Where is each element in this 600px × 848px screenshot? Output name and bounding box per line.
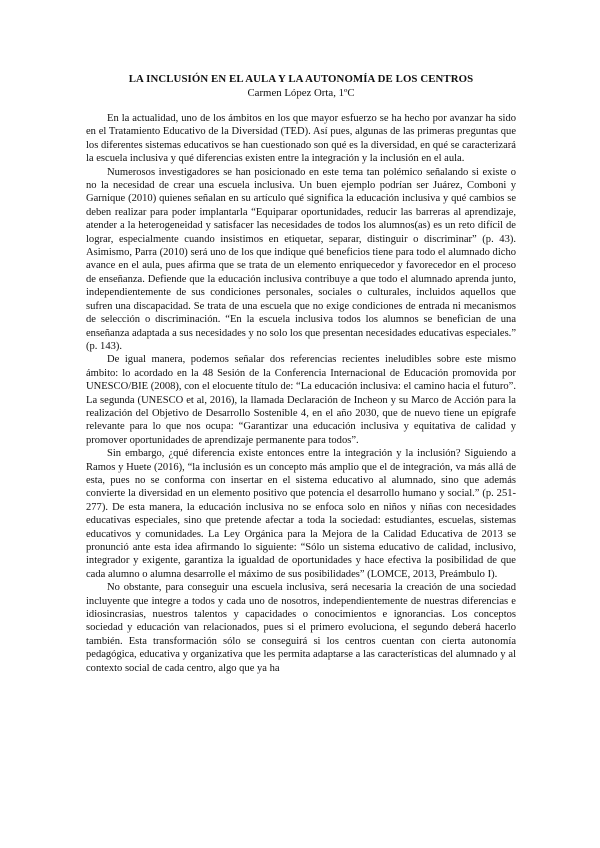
paragraph-4: Sin embargo, ¿qué diferencia existe entonces entre la integración y la inclusión? Siguiendo a Ramos y Huete (2016), “la inclusión es un concepto más amplio que el de integración, va más allá de esta, pues no se conforma con insertar en el sistema educativo al alumnado, sino que además convierte la diversidad en un elemento positivo que potencia el desarrollo humano y social.” (p. 251-277). De esta manera, la educación inclusiva no se enfoca solo en niños y niñas con necesidades educativas especiales, sino que pretende afectar a toda la sociedad: estudiantes, escuelas, sistemas educativos y comunidades. La Ley Orgánica para la Mejora de la Calidad Educativa de 2013 se pronunció ante esta idea afirmando lo siguiente: “Sólo un sistema educativo de calidad, inclusivo, integrador y exigente, garantiza la igualdad de oportunidades y hace efectiva la posibilidad de que cada alumno o alumna desarrolle el máximo de sus posibilidades” (LOMCE, 2013, Preámbulo I). <box>86 448 516 580</box>
paragraph-3: De igual manera, podemos señalar dos referencias recientes ineludibles sobre este mismo ámbito: lo acordado en la 48 Sesión de la Conferencia Internacional de Educación promovida por UNESCO/BIE (2008), con el elocuente título de: “La educación inclusiva: el camino hacia el futuro”. La segunda (UNESCO et al, 2016), la llamada Declaración de Incheon y su Marco de Acción para la realización del Objetivo de Desarrollo Sostenible 4, en el año 2030, que de nuevo tiene un epígrafe relevante para lo que nos ocupa: “Garantizar una educación inclusiva y equitativa de calidad y promover oportunidades de aprendizaje permanente para todos”. <box>86 354 516 446</box>
document-author: Carmen López Orta, 1ºC <box>247 87 355 99</box>
document-body <box>86 112 516 675</box>
document-title: LA INCLUSIÓN EN EL AULA Y LA AUTONOMÍA DE LOS CENTROS <box>128 73 474 85</box>
paragraph-5: No obstante, para conseguir una escuela inclusiva, será necesaria la creación de una sociedad incluyente que integre a todos y cada uno de nosotros, independientemente de nuestras diferencias e idiosincrasias, nuestros talentos y capacidades o conocimientos e ignorancias. Los conceptos sociedad y educación van relacionados, pues si el primero evoluciona, el segundo deberá hacerlo también. Esta transformación sólo se conseguirá si los centros cuentan con cierta autonomía pedagógica, educativa y organizativa que les permita adaptarse a las características del alumnado y al contexto social de cada centro, algo que ya ha <box>86 582 516 674</box>
paragraph-1: En la actualidad, uno de los ámbitos en los que mayor esfuerzo se ha hecho por avanzar ha sido en el Tratamiento Educativo de la Diversidad (TED). Así pues, algunas de las primeras preguntas que los diferentes sistemas educativos se han cuestionado son qué es la diversidad, en qué se caracterizará la escuela inclusiva y qué diferencias existen entre la integración y la inclusión en el aula. <box>86 113 516 165</box>
paragraph-2: Numerosos investigadores se han posicionado en este tema tan polémico señalando si existe o no la necesidad de crear una escuela inclusiva. Un buen ejemplo podrían ser Juárez, Comboni y Garnique (2010) quienes señalan en su artículo qué significa la educación inclusiva y qué cambios se deben realizar para poder implantarla “Equiparar oportunidades, reducir las barreras al aprendizaje, atender a la heterogeneidad y satisfacer las necesidades de todos los alumnos(as) es un reto difícil de lograr, especialmente cuando insistimos en etiquetar, separar, distinguir o discriminar” (p. 43). Asimismo, Parra (2010) será uno de los que indique qué beneficios tiene para todo el alumnado dicho avance en el aula, pues afirma que se trata de un elemento enriquecedor y favorecedor en el proceso de enseñanza. Defiende que la educación inclusiva contribuye a que todo el alumnado aprenda junto, independientemente de sus condiciones personales, sociales o culturales, incluidos aquellos que sufren una discapacidad. Se trata de una escuela que no exige condiciones de entrada ni mecanismos de selección o discriminación. “En la escuela inclusiva todos los alumnos se benefician de una enseñanza adaptada a sus necesidades y no solo los que presentan necesidades educativas especiales.” (p. 143). <box>86 166 516 352</box>
